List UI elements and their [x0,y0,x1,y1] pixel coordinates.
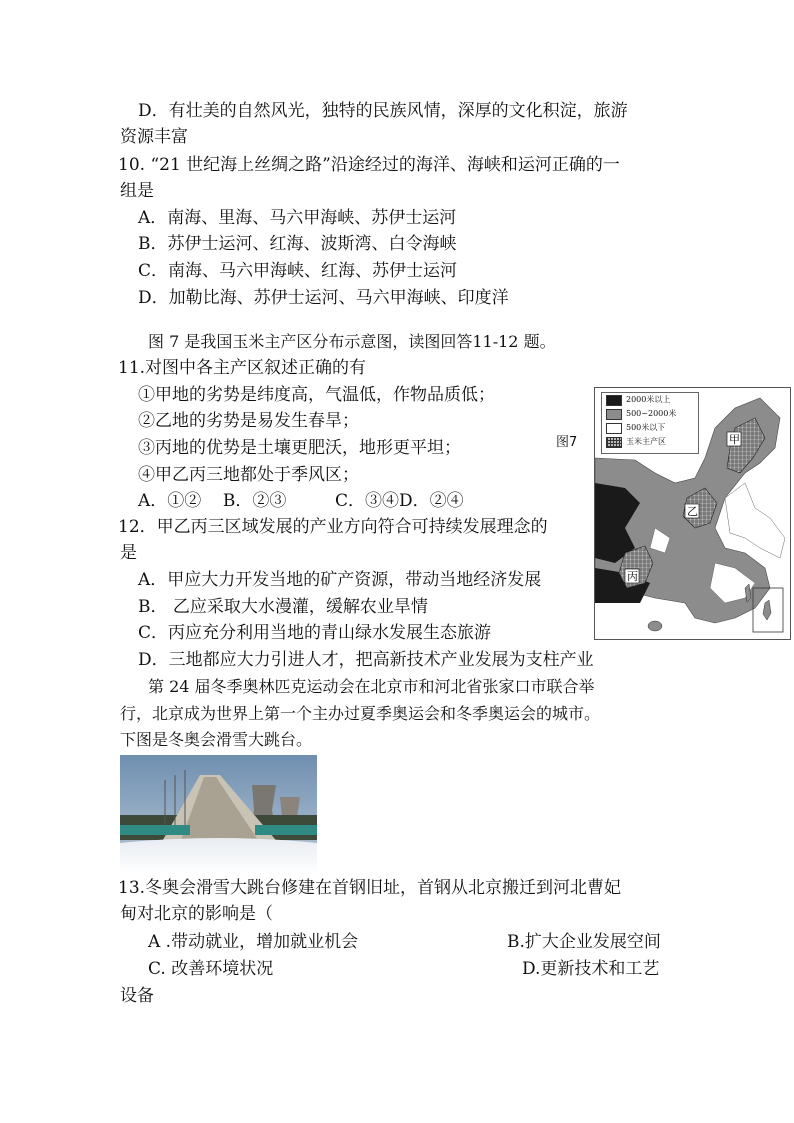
q13-option-d: D.更新技术和工艺 [522,959,660,979]
q11-options: A．①② B．②③ C．③④D．②④ [138,491,464,511]
region-label-yi: 乙 [687,505,698,518]
legend-label-mid: 500~2000米 [626,409,677,418]
q9-option-d-line2: 资源丰富 [120,127,188,147]
q13-intro-line1: 第 24 届冬季奥林匹克运动会在北京市和河北省张家口市联合举 [148,677,595,696]
q10-option-a: A．南海、里海、马六甲海峡、苏伊士运河 [138,208,457,228]
legend-label-low: 500米以下 [626,423,666,432]
q12-stem-line2: 是 [120,543,137,563]
q11-statement-3: ③丙地的优势是土壤更肥沃，地形更平坦； [138,438,461,458]
ski-jump-photo [120,755,317,875]
q13-stem-line2: 甸对北京的影响是（ [120,904,273,924]
figure-7-label: 图7 [556,435,578,450]
legend-label-corn: 玉米主产区 [626,437,666,446]
q12-option-b: B． 乙应采取大水漫灌，缓解农业旱情 [138,597,428,617]
q12-option-c: C．丙应充分利用当地的青山绿水发展生态旅游 [138,623,492,643]
q12-option-d: D．三地都应大力引进人才，把高新技术产业发展为支柱产业 [138,650,594,670]
q9-option-d-line1: D．有壮美的自然风光，独特的民族风情，深厚的文化积淀，旅游 [138,101,628,121]
q13-option-b: B.扩大企业发展空间 [507,932,661,952]
q13-option-c: C. 改善环境状况 [148,959,274,979]
map-legend [601,392,699,454]
legend-swatch-low [606,423,622,434]
q12-option-a: A．甲应大力开发当地的矿产资源，带动当地经济发展 [138,570,542,590]
q11-statement-1: ①甲地的劣势是纬度高，气温低，作物品质低； [138,385,495,405]
q10-option-b: B．苏伊士运河、红海、波斯湾、白令海峡 [138,234,457,254]
legend-swatch-mid [606,409,622,420]
q12-stem-line1: 12．甲乙丙三区域发展的产业方向符合可持续发展理念的 [118,517,548,537]
q10-option-c: C．南海、马六甲海峡、红海、苏伊士运河 [138,261,458,281]
q11-stem: 11.对图中各主产区叙述正确的有 [118,358,367,378]
q13-option-a: A .带动就业，增加就业机会 [148,932,359,952]
legend-label-high: 2000米以上 [626,395,671,404]
q13-stem-line1: 13.冬奥会滑雪大跳台修建在首钢旧址，首钢从北京搬迁到河北曹妃 [118,878,622,898]
region-label-bing: 丙 [627,570,638,583]
q10-stem-line1: 10. “21 世纪海上丝绸之路”沿途经过的海洋、海峡和运河正确的一 [118,155,620,175]
q13-intro-line2: 行，北京成为世界上第一个主办过夏季奥运会和冬季奥运会的城市。 [120,704,601,723]
q13-intro-line3: 下图是冬奥会滑雪大跳台。 [120,730,313,749]
q13-option-d-continued: 设备 [120,986,154,1006]
region-label-jia: 甲 [729,433,740,446]
q11-statement-4: ④甲乙丙三地都处于季风区； [138,465,359,485]
q11-statement-2: ②乙地的劣势是易发生春旱； [138,411,359,431]
corn-region-map [594,387,791,640]
q10-option-d: D．加勒比海、苏伊士运河、马六甲海峡、印度洋 [138,288,509,308]
q10-stem-line2: 组是 [120,181,154,201]
q11-12-intro: 图 7 是我国玉米主产区分布示意图，读图回答11-12 题。 [148,332,556,351]
legend-swatch-corn [606,437,622,448]
legend-swatch-high [606,395,622,406]
